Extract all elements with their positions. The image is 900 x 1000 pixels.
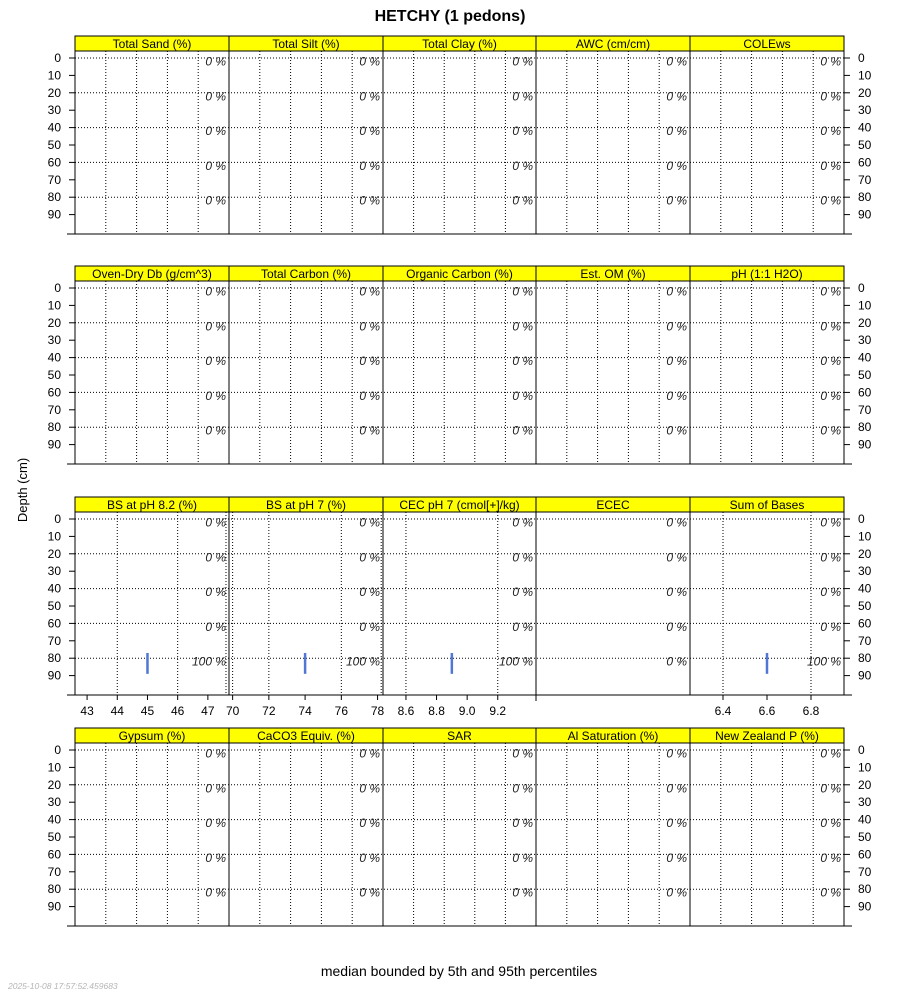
data-coverage-label: 0 % <box>359 193 380 208</box>
panel-row-4 <box>48 728 872 926</box>
y-tick-label-right: 90 <box>858 207 872 222</box>
y-tick-label-left: 20 <box>47 777 61 792</box>
y-tick-label-right: 90 <box>858 899 872 914</box>
data-coverage-label: 0 % <box>205 89 226 104</box>
y-tick-label-left: 0 <box>54 51 61 65</box>
data-coverage-label: 0 % <box>666 654 687 669</box>
data-coverage-label: 0 % <box>512 781 533 796</box>
data-coverage-label: 0 % <box>820 193 841 208</box>
panel-strip-label: COLEws <box>743 37 791 51</box>
data-coverage-label: 0 % <box>820 619 841 634</box>
data-coverage-label: 0 % <box>512 816 533 831</box>
data-coverage-label: 0 % <box>666 284 687 299</box>
y-tick-label-right: 80 <box>858 190 872 205</box>
panel-oven-dry-db-g-cm-3- <box>75 266 229 464</box>
data-coverage-label: 0 % <box>512 193 533 208</box>
y-tick-label-right: 0 <box>858 51 865 65</box>
data-coverage-label: 0 % <box>666 89 687 104</box>
y-tick-label-right: 40 <box>858 120 872 135</box>
y-tick-label-left: 90 <box>47 899 61 914</box>
x-tick-label: 72 <box>262 704 276 718</box>
data-coverage-label: 0 % <box>666 158 687 173</box>
x-tick-label: 70 <box>225 704 240 718</box>
y-tick-label-right: 50 <box>858 138 872 152</box>
panel-strip-label: Total Silt (%) <box>272 37 340 51</box>
x-tick-label: 74 <box>298 704 312 718</box>
data-coverage-label: 0 % <box>359 388 380 403</box>
data-coverage-label: 0 % <box>359 850 380 865</box>
data-coverage-label: 0 % <box>820 816 841 831</box>
data-coverage-label: 0 % <box>666 423 687 438</box>
y-tick-label-right: 30 <box>858 103 872 118</box>
y-tick-label-left: 50 <box>47 830 61 844</box>
y-tick-label-left: 0 <box>54 512 61 526</box>
data-coverage-label: 100 % <box>345 654 380 669</box>
data-coverage-label: 0 % <box>512 885 533 900</box>
data-coverage-label: 0 % <box>666 193 687 208</box>
y-tick-label-left: 60 <box>47 385 61 400</box>
data-coverage-label: 0 % <box>512 124 533 139</box>
y-tick-label-left: 30 <box>47 103 61 118</box>
data-coverage-label: 0 % <box>666 124 687 139</box>
data-coverage-label: 0 % <box>359 124 380 139</box>
panel-strip-label: Organic Carbon (%) <box>406 267 513 281</box>
panel-strip-label: Est. OM (%) <box>580 267 646 281</box>
data-coverage-label: 0 % <box>512 746 533 761</box>
panel-ecec <box>536 497 690 695</box>
y-tick-label-right: 40 <box>858 581 872 596</box>
data-coverage-label: 0 % <box>820 158 841 173</box>
data-coverage-label: 0 % <box>666 885 687 900</box>
data-coverage-label: 0 % <box>820 885 841 900</box>
y-tick-label-left: 60 <box>47 155 61 170</box>
y-tick-label-left: 30 <box>47 795 61 810</box>
data-coverage-label: 0 % <box>205 284 226 299</box>
x-tick-label: 46 <box>170 704 185 718</box>
y-tick-label-left: 90 <box>47 207 61 222</box>
y-tick-label-right: 0 <box>858 743 865 757</box>
panel-sar <box>383 728 536 926</box>
y-tick-label-right: 50 <box>858 599 872 613</box>
y-tick-label-left: 70 <box>47 633 61 648</box>
data-coverage-label: 0 % <box>359 319 380 334</box>
y-tick-label-left: 40 <box>47 812 61 827</box>
data-coverage-label: 0 % <box>512 284 533 299</box>
y-tick-label-left: 10 <box>47 298 61 313</box>
y-tick-label-right: 10 <box>858 529 872 544</box>
data-coverage-label: 0 % <box>205 550 226 565</box>
panel-est-om- <box>536 266 690 464</box>
y-tick-label-right: 30 <box>858 564 872 579</box>
data-coverage-label: 0 % <box>512 585 533 600</box>
panel-strip-label: ECEC <box>596 498 630 512</box>
data-coverage-label: 0 % <box>205 388 226 403</box>
panel-strip-label: Total Clay (%) <box>422 37 497 51</box>
y-tick-label-right: 20 <box>858 546 872 561</box>
y-tick-label-right: 80 <box>858 882 872 897</box>
data-coverage-label: 0 % <box>359 423 380 438</box>
panel-strip-label: Oven-Dry Db (g/cm^3) <box>92 267 212 281</box>
panel-strip-label: CEC pH 7 (cmol[+]/kg) <box>399 498 520 512</box>
y-tick-label-left: 80 <box>47 651 61 666</box>
panel-total-clay- <box>383 36 536 234</box>
data-coverage-label: 0 % <box>820 354 841 369</box>
data-coverage-label: 0 % <box>820 124 841 139</box>
y-tick-label-left: 80 <box>47 420 61 435</box>
data-coverage-label: 0 % <box>820 284 841 299</box>
y-tick-label-right: 80 <box>858 420 872 435</box>
y-tick-label-left: 0 <box>54 281 61 295</box>
y-tick-label-right: 30 <box>858 333 872 348</box>
data-coverage-label: 0 % <box>512 515 533 530</box>
y-tick-label-right: 60 <box>858 385 872 400</box>
panel-strip-label: SAR <box>447 729 472 743</box>
data-coverage-label: 0 % <box>205 158 226 173</box>
panel-new-zealand-p- <box>690 728 844 926</box>
panel-strip-label: Sum of Bases <box>729 498 805 512</box>
data-coverage-label: 0 % <box>205 193 226 208</box>
y-tick-label-right: 60 <box>858 847 872 862</box>
data-coverage-label: 0 % <box>205 746 226 761</box>
data-coverage-label: 0 % <box>359 746 380 761</box>
panel-total-carbon- <box>229 266 383 464</box>
data-coverage-label: 0 % <box>359 619 380 634</box>
y-tick-label-right: 50 <box>858 830 872 844</box>
data-coverage-label: 0 % <box>820 423 841 438</box>
timestamp: 2025-10-08 17:57:52.459683 <box>8 981 118 991</box>
panel-bs-at-ph-8-2- <box>75 497 229 718</box>
panel-strip-label: BS at pH 8.2 (%) <box>106 498 198 512</box>
data-coverage-label: 0 % <box>512 354 533 369</box>
y-tick-label-left: 50 <box>47 368 61 382</box>
panel-al-saturation- <box>536 728 690 926</box>
data-coverage-label: 0 % <box>512 388 533 403</box>
y-tick-label-right: 0 <box>858 512 865 526</box>
data-coverage-label: 0 % <box>359 54 380 69</box>
data-coverage-label: 0 % <box>666 585 687 600</box>
panel-row-3 <box>48 497 872 718</box>
x-tick-label: 9.0 <box>458 704 476 718</box>
panel-strip-label: CaCO3 Equiv. (%) <box>257 729 355 743</box>
data-coverage-label: 0 % <box>512 54 533 69</box>
panel-strip-label: Total Carbon (%) <box>260 267 352 281</box>
y-tick-label-right: 40 <box>858 350 872 365</box>
data-coverage-label: 0 % <box>205 319 226 334</box>
panel-total-silt- <box>229 36 383 234</box>
data-coverage-label: 0 % <box>359 284 380 299</box>
panel-row-2 <box>48 266 872 464</box>
data-coverage-label: 0 % <box>512 850 533 865</box>
data-coverage-label: 0 % <box>820 89 841 104</box>
data-coverage-label: 0 % <box>820 781 841 796</box>
y-tick-label-right: 10 <box>858 68 872 83</box>
y-tick-label-left: 80 <box>47 190 61 205</box>
panel-caco3-equiv- <box>229 728 383 926</box>
data-coverage-label: 0 % <box>359 585 380 600</box>
y-tick-label-right: 10 <box>858 760 872 775</box>
y-tick-label-left: 80 <box>47 882 61 897</box>
data-coverage-label: 0 % <box>512 319 533 334</box>
data-coverage-label: 0 % <box>512 158 533 173</box>
panel-organic-carbon- <box>383 266 536 464</box>
y-tick-label-right: 40 <box>858 812 872 827</box>
panel-total-sand- <box>75 36 229 234</box>
y-tick-label-right: 20 <box>858 777 872 792</box>
y-tick-label-right: 0 <box>858 281 865 295</box>
data-coverage-label: 0 % <box>359 885 380 900</box>
data-coverage-label: 0 % <box>205 850 226 865</box>
y-tick-label-left: 60 <box>47 847 61 862</box>
y-tick-label-left: 10 <box>47 68 61 83</box>
panel-bs-at-ph-7- <box>226 497 385 718</box>
data-coverage-label: 0 % <box>666 319 687 334</box>
y-tick-label-left: 20 <box>47 315 61 330</box>
chart-footer-note: median bounded by 5th and 95th percentiles <box>320 963 598 979</box>
panels-layer <box>48 36 872 926</box>
data-coverage-label: 0 % <box>666 816 687 831</box>
y-tick-label-left: 30 <box>47 564 61 579</box>
chart-title: HETCHY (1 pedons) <box>374 8 526 25</box>
panel-strip-label: Al Saturation (%) <box>567 729 659 743</box>
panel-strip-label: Gypsum (%) <box>118 729 186 743</box>
data-coverage-label: 0 % <box>820 319 841 334</box>
panel-cec-ph-7-cmol-kg- <box>383 497 536 718</box>
y-tick-label-left: 90 <box>47 668 61 683</box>
data-coverage-label: 0 % <box>666 746 687 761</box>
data-coverage-label: 0 % <box>359 354 380 369</box>
x-tick-label: 9.2 <box>489 704 507 718</box>
y-tick-label-right: 30 <box>858 795 872 810</box>
y-tick-label-right: 50 <box>858 368 872 382</box>
y-tick-label-left: 0 <box>54 743 61 757</box>
data-coverage-label: 0 % <box>205 885 226 900</box>
x-tick-label: 45 <box>140 704 155 718</box>
y-tick-label-left: 10 <box>47 760 61 775</box>
x-tick-label: 76 <box>334 704 349 718</box>
data-coverage-label: 100 % <box>806 654 841 669</box>
y-tick-label-left: 30 <box>47 333 61 348</box>
data-coverage-label: 0 % <box>512 550 533 565</box>
x-tick-label: 78 <box>370 704 385 718</box>
x-tick-label: 8.8 <box>428 704 445 718</box>
data-coverage-label: 0 % <box>205 423 226 438</box>
y-tick-label-right: 20 <box>858 315 872 330</box>
data-coverage-label: 0 % <box>205 515 226 530</box>
data-coverage-label: 0 % <box>512 89 533 104</box>
y-tick-label-left: 20 <box>47 85 61 100</box>
data-coverage-label: 0 % <box>205 781 226 796</box>
panel-strip-label: New Zealand P (%) <box>715 729 819 743</box>
y-tick-label-right: 90 <box>858 668 872 683</box>
data-coverage-label: 0 % <box>359 816 380 831</box>
panel-strip-label: Total Sand (%) <box>112 37 192 51</box>
y-tick-label-right: 70 <box>858 402 872 417</box>
panel-colews <box>690 36 844 234</box>
x-tick-label: 44 <box>110 704 124 718</box>
y-tick-label-left: 50 <box>47 138 61 152</box>
y-tick-label-left: 70 <box>47 172 61 187</box>
y-tick-label-right: 90 <box>858 437 872 452</box>
panel-ph-1-1-h2o- <box>690 266 844 464</box>
y-tick-label-left: 70 <box>47 402 61 417</box>
data-coverage-label: 0 % <box>666 388 687 403</box>
panel-strip-label: pH (1:1 H2O) <box>731 267 803 281</box>
data-coverage-label: 0 % <box>512 423 533 438</box>
x-tick-label: 47 <box>201 704 215 718</box>
y-tick-label-left: 20 <box>47 546 61 561</box>
data-coverage-label: 0 % <box>205 124 226 139</box>
y-tick-label-right: 60 <box>858 155 872 170</box>
data-coverage-label: 0 % <box>359 515 380 530</box>
data-coverage-label: 0 % <box>359 550 380 565</box>
y-tick-label-left: 10 <box>47 529 61 544</box>
data-coverage-label: 0 % <box>820 54 841 69</box>
data-coverage-label: 0 % <box>820 550 841 565</box>
y-tick-label-right: 80 <box>858 651 872 666</box>
x-tick-label: 43 <box>80 704 94 718</box>
y-axis-label: Depth (cm) <box>15 457 30 523</box>
y-tick-label-right: 70 <box>858 633 872 648</box>
data-coverage-label: 0 % <box>205 619 226 634</box>
y-tick-label-left: 40 <box>47 120 61 135</box>
x-tick-label: 8.6 <box>397 704 415 718</box>
panel-strip-label: AWC (cm/cm) <box>575 37 651 51</box>
y-tick-label-right: 10 <box>858 298 872 313</box>
data-coverage-label: 0 % <box>359 781 380 796</box>
x-tick-label: 6.6 <box>758 704 776 718</box>
y-tick-label-right: 60 <box>858 616 872 631</box>
y-tick-label-left: 90 <box>47 437 61 452</box>
data-coverage-label: 0 % <box>820 746 841 761</box>
data-coverage-label: 0 % <box>666 515 687 530</box>
y-tick-label-right: 20 <box>858 85 872 100</box>
data-coverage-label: 0 % <box>820 850 841 865</box>
data-coverage-label: 0 % <box>666 354 687 369</box>
data-coverage-label: 0 % <box>666 619 687 634</box>
panel-awc-cm-cm- <box>536 36 690 234</box>
data-coverage-label: 0 % <box>666 54 687 69</box>
data-coverage-label: 0 % <box>666 550 687 565</box>
panel-sum-of-bases <box>690 497 844 718</box>
data-coverage-label: 0 % <box>820 585 841 600</box>
data-coverage-label: 0 % <box>512 619 533 634</box>
x-tick-label: 6.8 <box>802 704 820 718</box>
y-tick-label-left: 70 <box>47 864 61 879</box>
data-coverage-label: 100 % <box>498 654 533 669</box>
panel-strip-label: BS at pH 7 (%) <box>265 498 347 512</box>
data-coverage-label: 0 % <box>820 388 841 403</box>
data-coverage-label: 0 % <box>205 816 226 831</box>
data-coverage-label: 0 % <box>205 585 226 600</box>
data-coverage-label: 0 % <box>666 781 687 796</box>
data-coverage-label: 0 % <box>666 850 687 865</box>
y-tick-label-right: 70 <box>858 864 872 879</box>
panel-gypsum- <box>75 728 229 926</box>
y-tick-label-left: 60 <box>47 616 61 631</box>
data-coverage-label: 0 % <box>820 515 841 530</box>
panel-row-1 <box>48 36 872 234</box>
data-coverage-label: 0 % <box>359 158 380 173</box>
y-tick-label-left: 40 <box>47 350 61 365</box>
y-tick-label-left: 50 <box>47 599 61 613</box>
y-tick-label-right: 70 <box>858 172 872 187</box>
y-tick-label-left: 40 <box>47 581 61 596</box>
data-coverage-label: 0 % <box>205 354 226 369</box>
x-tick-label: 6.4 <box>714 704 732 718</box>
data-coverage-label: 0 % <box>359 89 380 104</box>
data-coverage-label: 100 % <box>191 654 226 669</box>
data-coverage-label: 0 % <box>205 54 226 69</box>
